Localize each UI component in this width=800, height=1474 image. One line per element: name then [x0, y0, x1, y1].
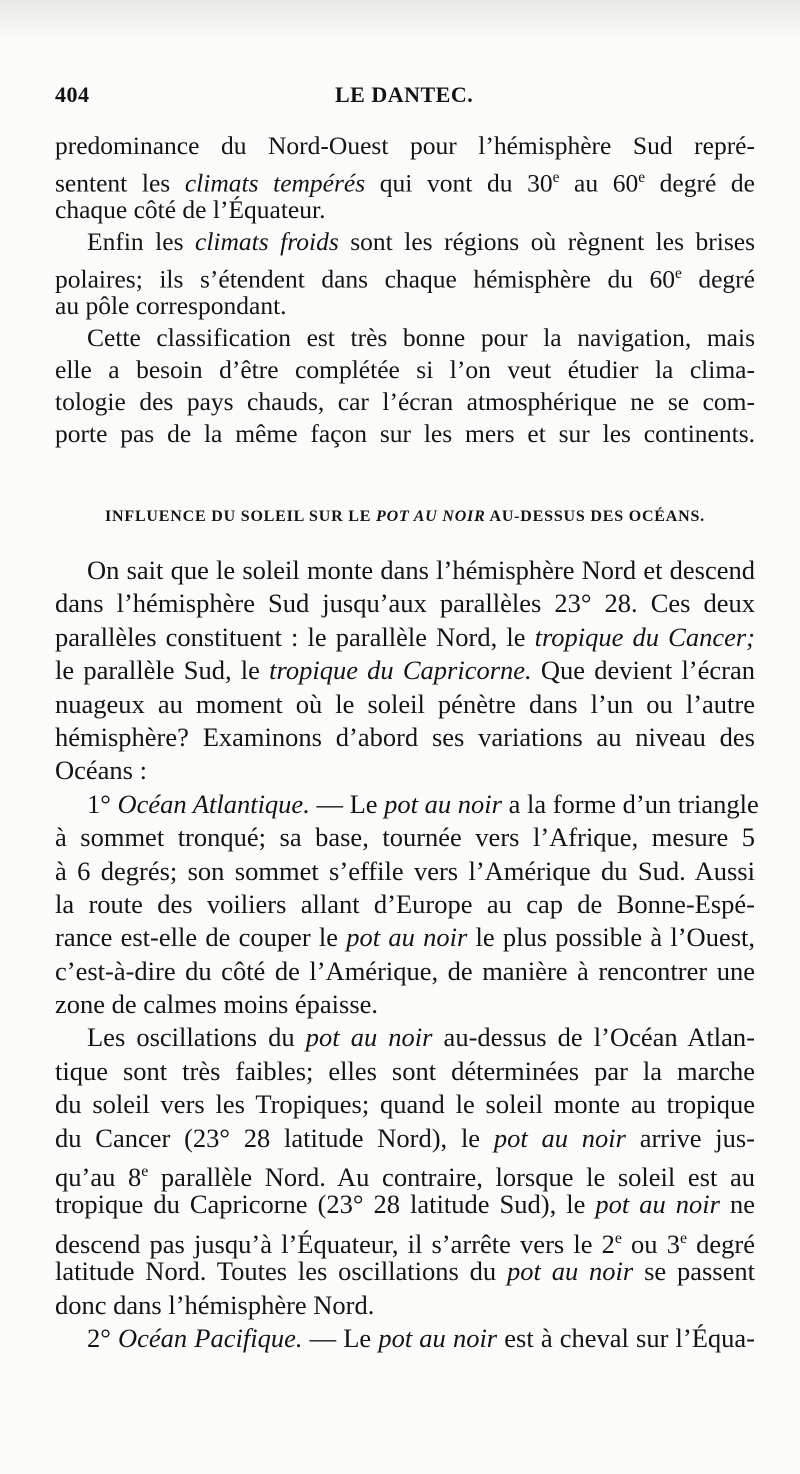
text-run: a la forme d’un triangle: [501, 788, 759, 819]
text-line: [55, 1188, 755, 1221]
text-run: zone de calmes moins épaisse.: [55, 989, 379, 1020]
text-line: [55, 754, 755, 787]
text-line: [55, 855, 755, 888]
text-run: descend pas jusqu’à l’Équateur, il s’arrête vers le 2: [55, 1228, 615, 1259]
italic-run: pot au noir: [595, 1189, 720, 1220]
text-run: dans l’hémisphère Sud jusqu’aux parallèles 23° 28. Ces deux: [55, 588, 755, 619]
text-run: AU-DESSUS DES OCÉANS.: [485, 508, 705, 525]
text-run: ou 3: [621, 1228, 680, 1259]
text-run: le plus possible à l’Ouest,: [467, 922, 756, 953]
text-line: [55, 1255, 755, 1288]
italic-run: pot au noir: [378, 1322, 498, 1353]
text-run: Que devient l’écran: [531, 655, 755, 686]
text-line: [55, 1289, 755, 1322]
text-run: le parallèle Sud, le: [55, 655, 270, 686]
text-line: [55, 418, 755, 450]
superscript: e: [614, 1229, 622, 1247]
text-run: ne: [719, 1189, 755, 1220]
text-run: Océans :: [55, 755, 147, 786]
text-run: se passent: [633, 1256, 755, 1287]
text-run: Cette classification est très bonne pour la navigation, mais: [87, 323, 755, 352]
text-line: [55, 988, 755, 1021]
paragraph-block-oceans: [55, 554, 759, 1355]
text-line: [55, 1222, 755, 1259]
italic-run: pot au noir: [305, 1022, 433, 1053]
text-run: parallèle Nord. Au contraire, lorsque le soleil est au: [148, 1161, 755, 1192]
italic-run: tropique du Cancer;: [534, 621, 755, 652]
italic-run: Océan Atlantique.: [117, 788, 310, 819]
text-run: On sait que le soleil monte dans l’hémisphère Nord et descend: [87, 555, 755, 585]
text-run: du Cancer (23° 28 latitude Nord), le: [55, 1122, 494, 1153]
text-run: qu’au 8: [55, 1161, 142, 1192]
text-run: au pôle correspondant.: [55, 291, 287, 320]
text-run: parallèles constituent : le parallèle Nord, le: [55, 621, 535, 652]
text-run: degré: [687, 1228, 755, 1259]
superscript: e: [638, 169, 646, 186]
italic-run: Océan Pacifique.: [117, 1322, 303, 1353]
text-line: [55, 721, 755, 754]
text-line: [55, 554, 755, 587]
text-run: latitude Nord. Toutes les oscillations du: [55, 1256, 508, 1287]
page-top-smudge: [0, 0, 800, 40]
text-run: nuageux au moment où le soleil pénètre dans l’un ou l’autre: [55, 688, 755, 719]
italic-run: POT AU NOIR: [376, 508, 486, 525]
section-title: [55, 508, 755, 526]
text-line: [55, 921, 755, 954]
page-header: [55, 82, 755, 114]
text-run: degré de: [645, 168, 755, 198]
text-run: tropique du Capricorne (23° 28 latitude Sud), le: [55, 1189, 596, 1220]
text-run: au-dessus de l’Océan Atlan-: [432, 1022, 755, 1053]
page-number: 404: [55, 82, 90, 107]
text-line: [55, 258, 755, 294]
italic-run: tropique du Capricorne.: [269, 655, 532, 686]
text-run: sont les régions où règnent les brises: [338, 227, 755, 256]
italic-run: pot au noir: [493, 1122, 626, 1153]
text-run: polaires; ils s’étendent dans chaque hémisphère du 60: [55, 264, 676, 294]
text-run: du soleil vers les Tropiques; quand le soleil monte au tropique: [55, 1089, 755, 1120]
text-line: [55, 621, 755, 654]
italic-run: climats froids: [195, 227, 339, 256]
text-run: donc dans l’hémisphère Nord.: [55, 1289, 375, 1320]
superscript: e: [552, 169, 560, 186]
text-line: [55, 290, 755, 322]
text-run: tique sont très faibles; elles sont déterminées par la marche: [55, 1055, 755, 1086]
text-run: rance est-elle de couper le: [55, 922, 347, 953]
text-run: Enfin les: [87, 227, 195, 256]
superscript: e: [141, 1163, 149, 1181]
text-run: arrive jus-: [625, 1122, 755, 1153]
running-title: LE DANTEC.: [335, 82, 474, 107]
text-line: [55, 955, 755, 988]
text-run: degré: [681, 264, 755, 294]
text-line: [55, 162, 755, 198]
text-run: est à cheval sur l’Équa-: [497, 1322, 755, 1353]
text-line: [55, 194, 755, 226]
text-run: à 6 degrés; son sommet s’effile vers l’Amérique du Sud. Aussi: [55, 855, 755, 886]
text-line: [55, 688, 755, 721]
text-run: elle a besoin d’être complétée si l’on veut étudier la clima-: [55, 355, 755, 384]
text-run: — Le: [309, 788, 385, 819]
superscript: e: [679, 1229, 688, 1247]
text-run: au 60: [559, 168, 639, 198]
italic-run: pot au noir: [384, 788, 502, 819]
superscript: e: [675, 265, 682, 282]
text-run: chaque côté de l’Équateur.: [55, 195, 326, 224]
text-run: 2°: [87, 1322, 118, 1353]
text-line: [55, 888, 755, 921]
text-run: tologie des pays chauds, car l’écran atmosphérique ne se com-: [55, 387, 755, 416]
text-run: Les oscillations du: [87, 1022, 306, 1053]
text-line: [55, 322, 755, 354]
text-line: [55, 354, 755, 386]
italic-run: climats tempérés: [184, 168, 366, 198]
text-line: [55, 130, 755, 162]
italic-run: pot au noir: [507, 1256, 634, 1287]
text-run: à sommet tronqué; sa base, tournée vers l’Afrique, mesure 5: [55, 822, 755, 853]
text-line: [55, 654, 755, 687]
text-line: [55, 1322, 755, 1355]
paragraph-block-climates: [55, 130, 755, 450]
text-line: [55, 1088, 755, 1121]
text-line: [55, 587, 755, 620]
text-line: [55, 1055, 755, 1088]
text-line: [55, 788, 759, 821]
text-run: — Le: [302, 1322, 379, 1353]
text-line: [55, 226, 755, 258]
text-run: la route des voiliers allant d’Europe au cap de Bonne-Espé-: [55, 888, 755, 919]
text-line: [55, 1122, 755, 1155]
text-run: c’est-à-dire du côté de l’Amérique, de manière à rencontrer une: [55, 955, 755, 986]
text-line: [55, 821, 755, 854]
text-run: 1°: [87, 788, 118, 819]
text-run: INFLUENCE DU SOLEIL SUR LE: [105, 508, 376, 525]
text-run: qui vont du 30: [365, 168, 553, 198]
text-run: sentent les: [55, 168, 185, 198]
text-line: [55, 1021, 755, 1054]
text-run: hémisphère? Examinons d’abord ses variations au niveau des: [55, 721, 755, 752]
text-run: porte pas de la même façon sur les mers et sur les continents.: [55, 419, 755, 448]
italic-run: pot au noir: [346, 922, 468, 953]
text-line: [55, 386, 755, 418]
text-line: [55, 1155, 755, 1192]
text-run: predominance du Nord-Ouest pour l’hémisphère Sud repré-: [55, 131, 755, 160]
